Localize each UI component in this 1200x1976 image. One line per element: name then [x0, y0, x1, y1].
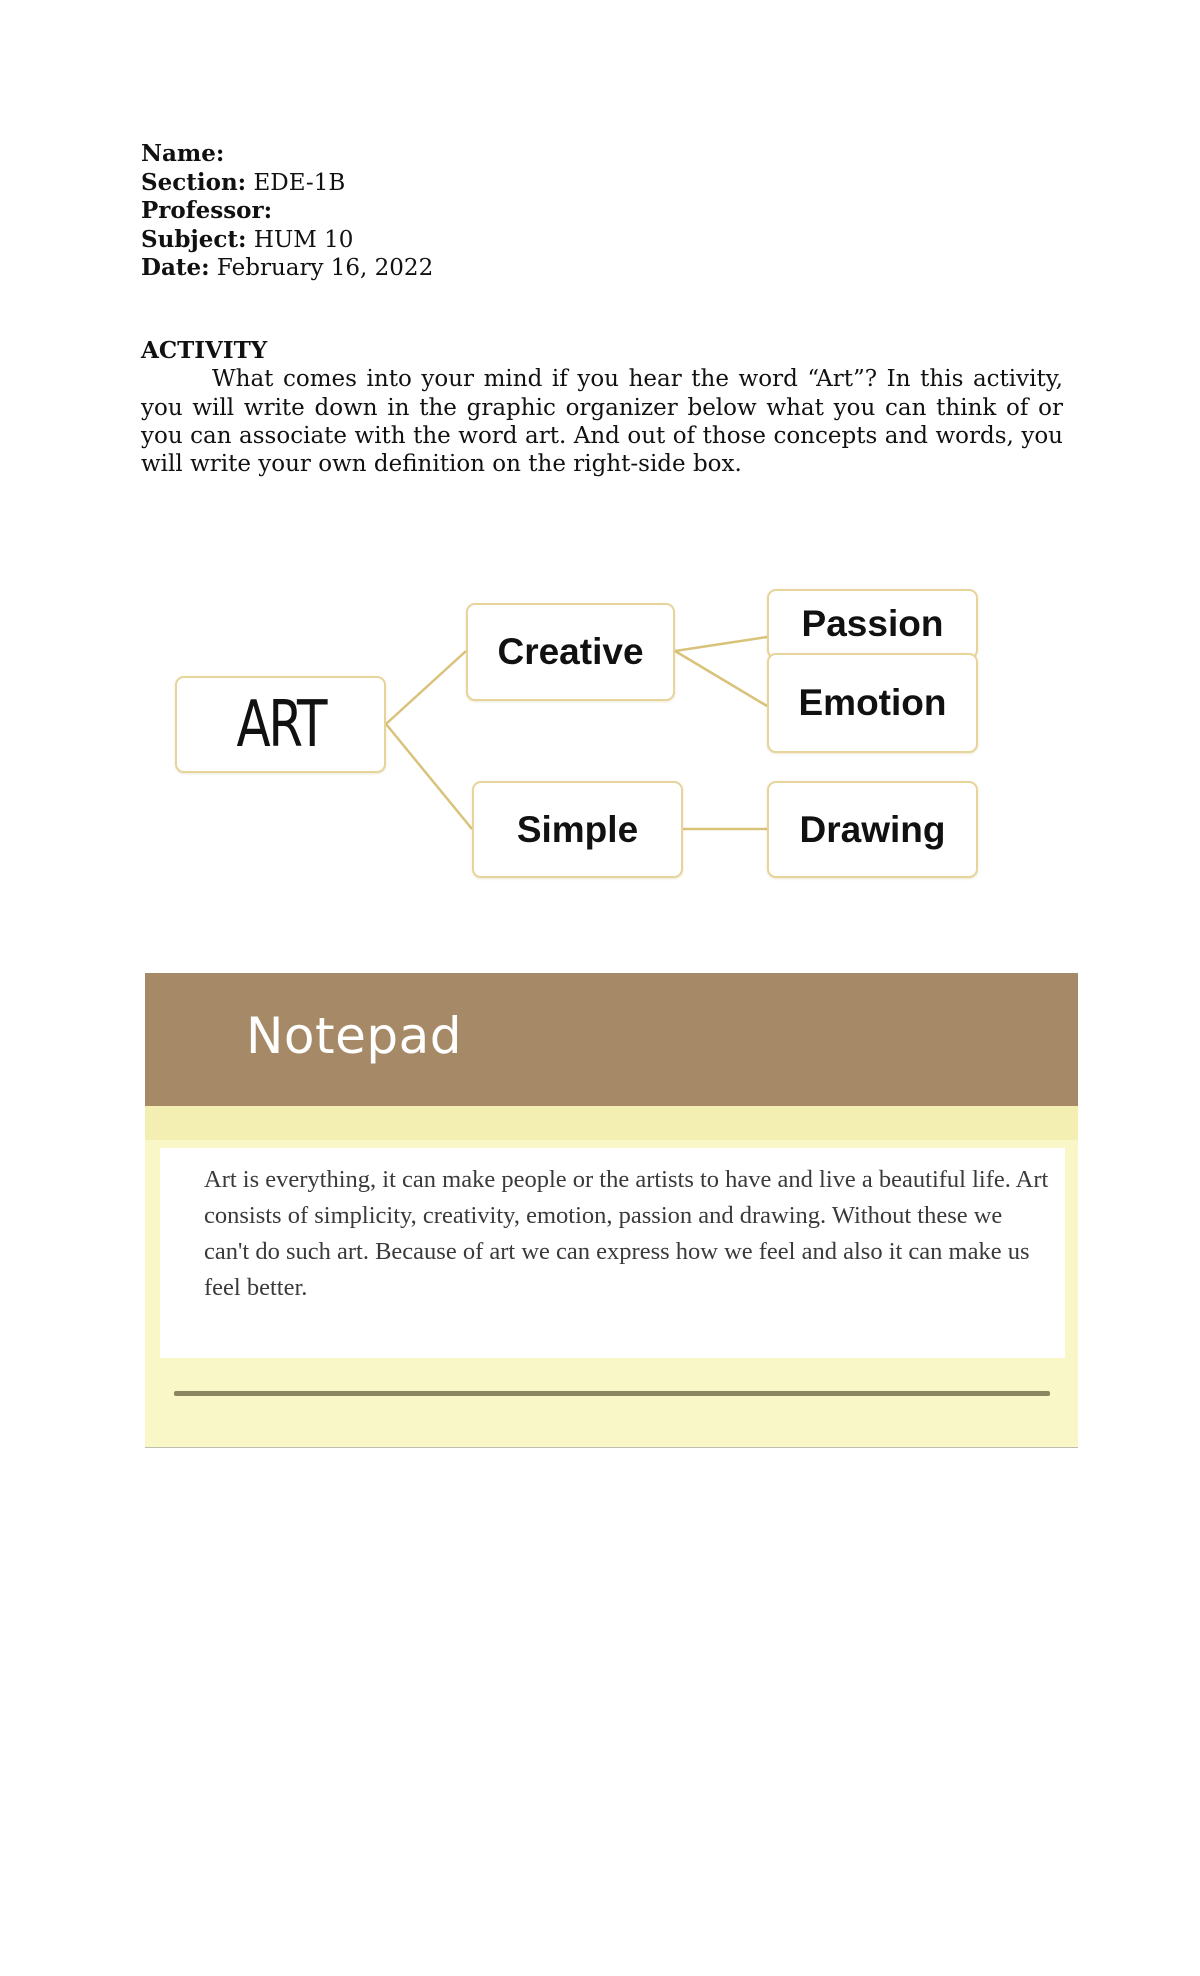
professor-line: [141, 197, 433, 226]
date-value: February 16, 2022: [216, 255, 434, 281]
node-art-label: ART: [236, 687, 325, 762]
date-line: [141, 254, 433, 283]
node-drawing: [767, 781, 978, 878]
notepad-definition-text: Art is everything, it can make people or the artists to have and live a beautiful life. Art consists of simplicity, creativity, emotion, passion and drawing. Without these we can't do such art. Because of art we can express how we feel and also it can make us feel better.: [204, 1166, 1049, 1301]
node-passion-label: Passion: [801, 603, 944, 644]
node-creative: [466, 603, 675, 701]
section-value: EDE-1B: [253, 169, 346, 196]
subject-line: [141, 226, 433, 255]
node-creative-label: Creative: [497, 631, 644, 672]
notepad-header: [145, 973, 1078, 1106]
student-info: [141, 140, 433, 283]
notepad-divider: [174, 1391, 1050, 1396]
node-emotion-label: Emotion: [798, 682, 947, 723]
notepad: [145, 973, 1078, 1448]
name-line: [141, 140, 433, 169]
subject-label: Subject:: [141, 225, 247, 253]
activity-title: ACTIVITY: [141, 337, 268, 364]
section-line: [141, 169, 433, 198]
activity-instructions: What comes into your mind if you hear the word “Art”? In this activity, you will write down in the graphic organizer below what you can think of or you can associate with the word art. And out of those concepts and words, you will write your own definition on the right-side box.: [141, 366, 1063, 478]
connector-art-creative: [386, 651, 466, 724]
activity-section: [141, 337, 1063, 478]
notepad-band: [145, 1106, 1078, 1140]
notepad-card: [160, 1148, 1065, 1358]
node-drawing-label: Drawing: [799, 808, 946, 850]
professor-label: Professor:: [141, 197, 273, 224]
node-simple: [472, 781, 683, 878]
name-label: Name:: [141, 140, 225, 167]
subject-value: HUM 10: [253, 226, 354, 253]
connector-creative-emotion: [675, 651, 767, 706]
date-label: Date:: [141, 254, 210, 281]
node-passion: [767, 589, 978, 659]
notepad-title: Notepad: [246, 1007, 462, 1065]
connector-creative-passion: [675, 637, 767, 651]
node-simple-label: Simple: [516, 808, 639, 850]
node-art: [175, 676, 386, 773]
node-emotion: [767, 653, 978, 753]
connector-art-simple: [386, 724, 472, 829]
section-label: Section:: [141, 168, 247, 196]
